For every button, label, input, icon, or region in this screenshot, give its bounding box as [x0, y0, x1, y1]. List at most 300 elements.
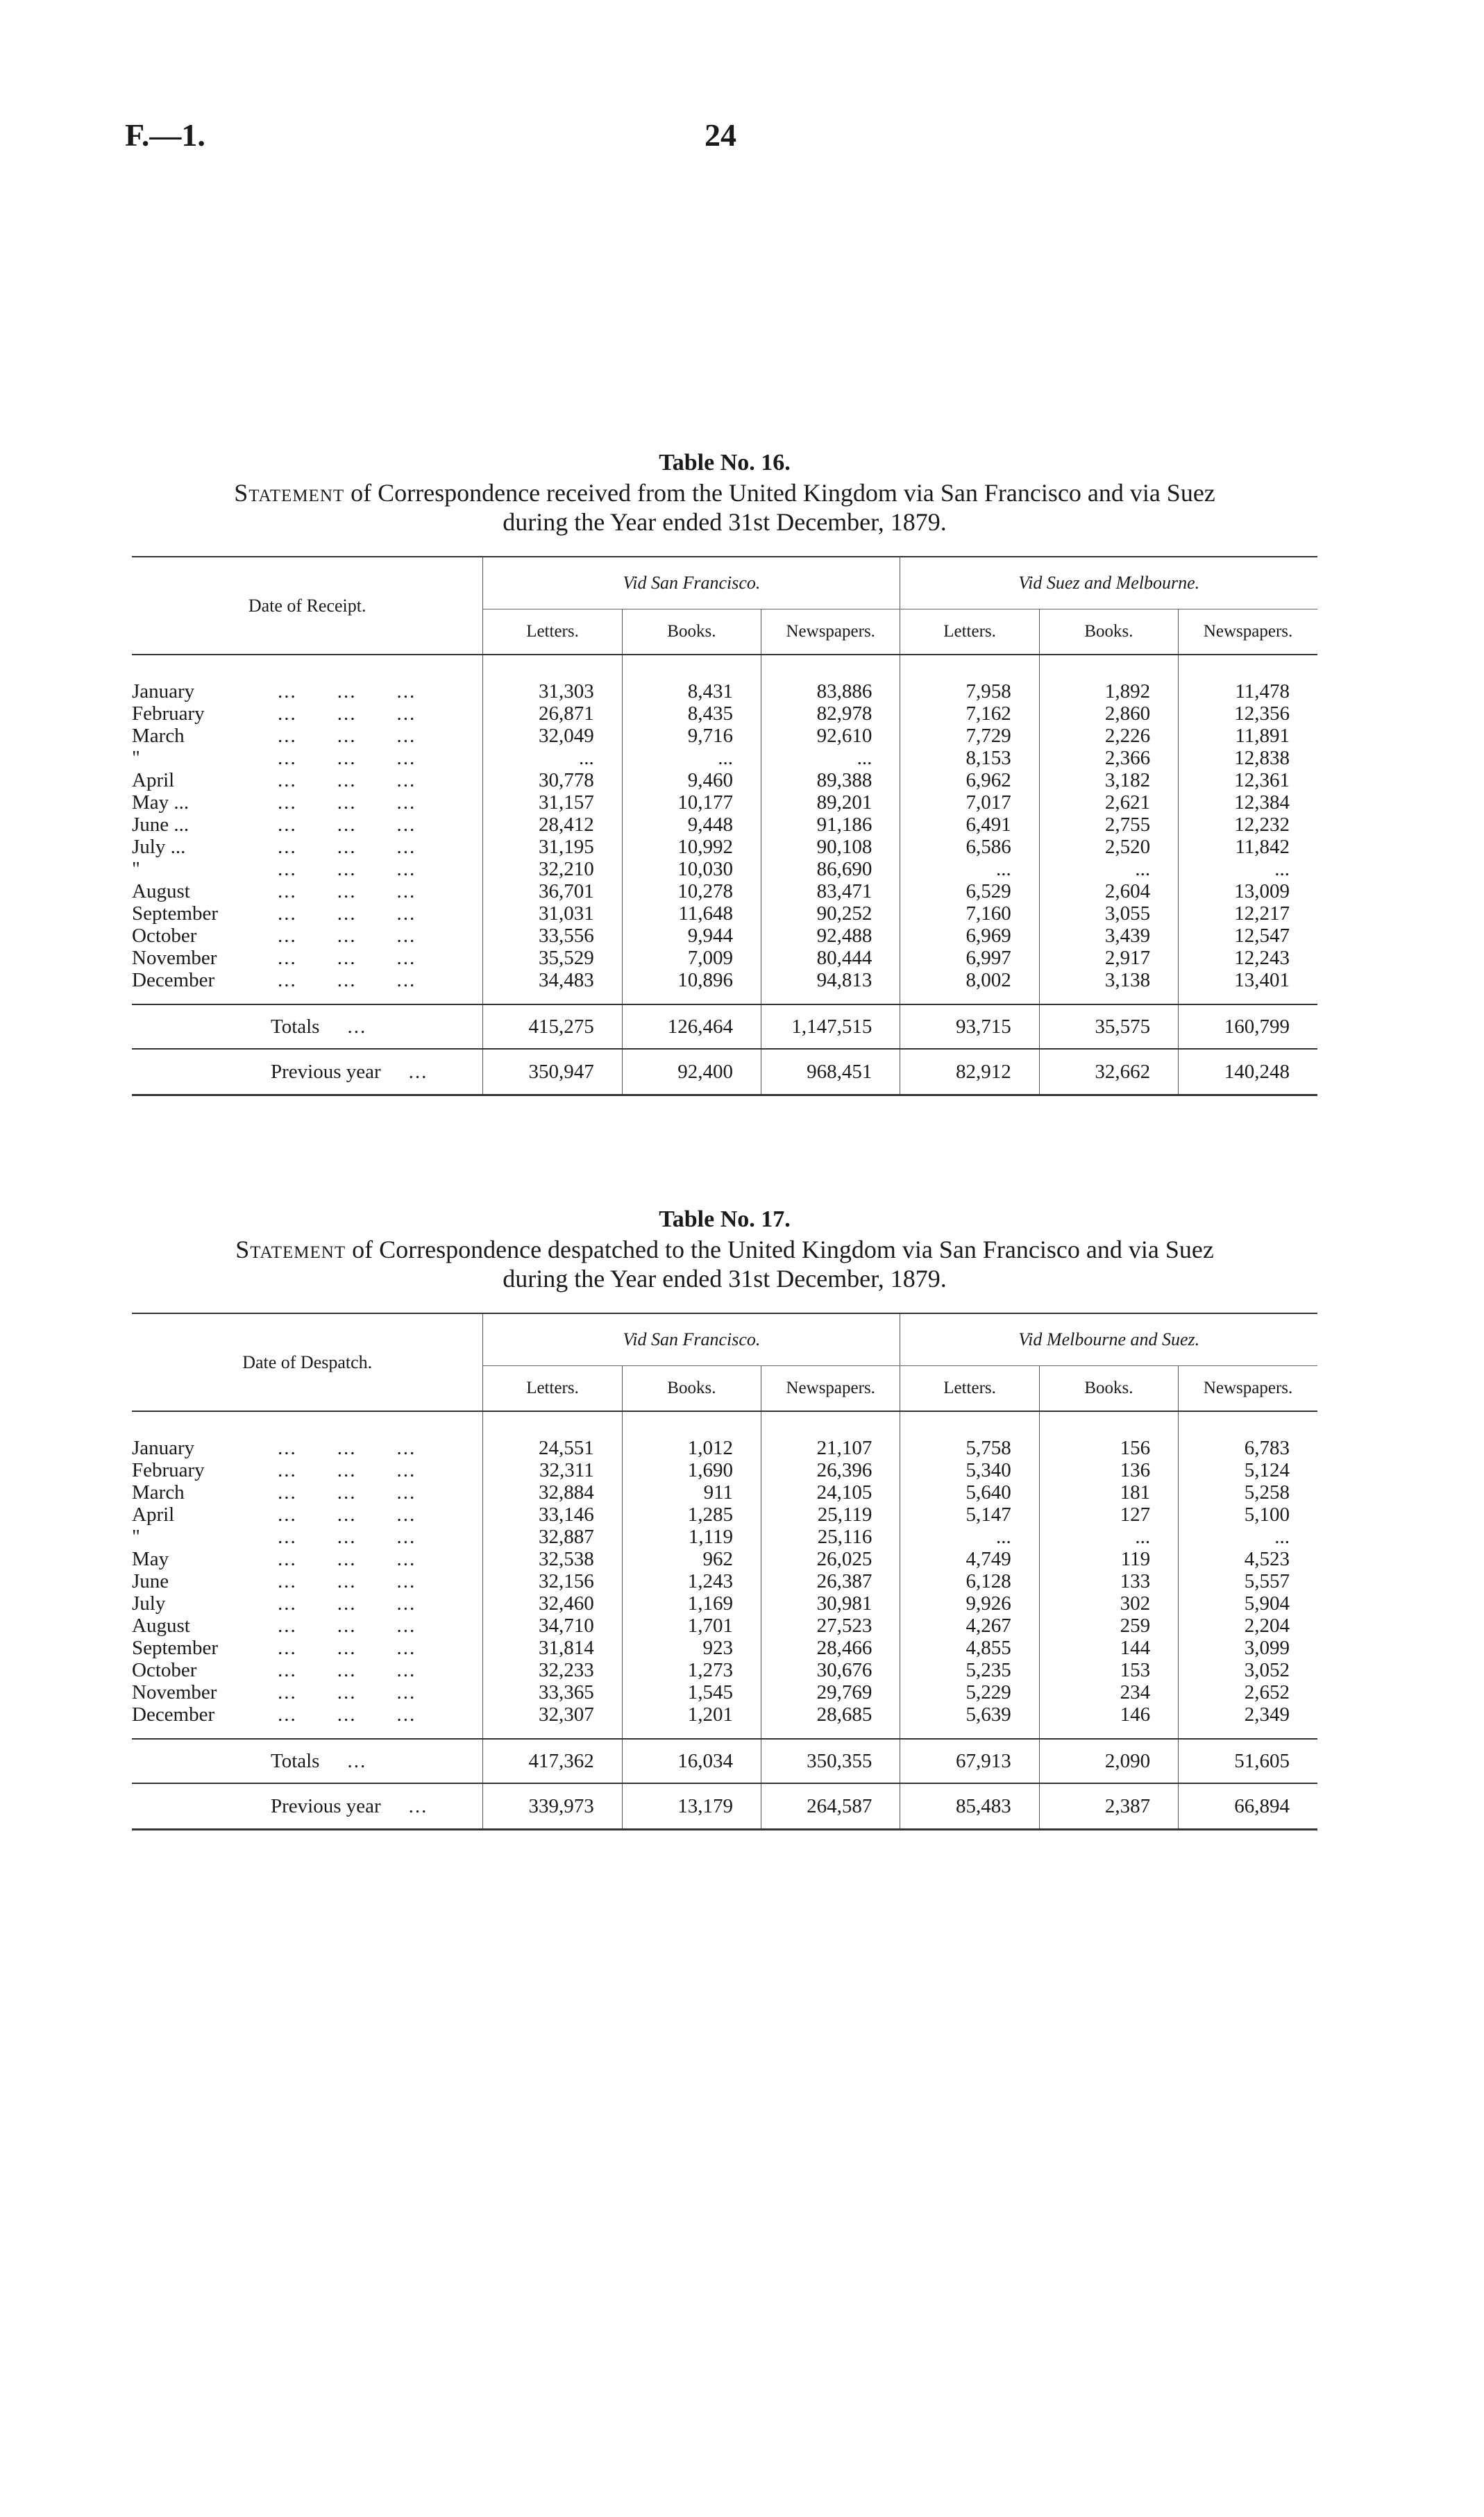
statistics-table: [132, 1313, 1317, 1830]
value-cell: 34,483: [483, 969, 622, 1004]
leader-dots: ...: [337, 1459, 357, 1481]
value-cell: 34,710: [483, 1615, 622, 1637]
leader-dots: ...: [278, 680, 297, 702]
row-label-cell: [132, 1592, 483, 1615]
table-statement: [132, 478, 1317, 537]
value-cell: 9,926: [900, 1592, 1039, 1615]
summary-value-cell: 92,400: [622, 1049, 761, 1095]
value-cell: 5,235: [900, 1659, 1039, 1681]
value-cell: 35,529: [483, 947, 622, 969]
value-cell: 90,252: [761, 902, 900, 925]
leader-dots: ...: [337, 814, 357, 836]
month-label: September: [132, 902, 219, 925]
value-cell: 32,311: [483, 1459, 622, 1481]
row-label-cell: [132, 880, 483, 902]
leader-dots: ...: [408, 1794, 428, 1817]
row-label-cell: [132, 1570, 483, 1592]
leader-dots: ...: [337, 680, 357, 702]
table-row: [132, 747, 1317, 769]
row-label-cell: [132, 747, 483, 769]
column-header: Letters.: [483, 1366, 622, 1412]
column-header: Books.: [622, 1366, 761, 1412]
row-label-cell: [132, 858, 483, 880]
value-cell: 82,978: [761, 702, 900, 725]
value-cell: 26,025: [761, 1548, 900, 1570]
leader-dots: ...: [337, 1615, 357, 1637]
month-label: September: [132, 1637, 219, 1659]
leader-dots: ...: [396, 880, 416, 902]
table-row: [132, 1459, 1317, 1481]
month-label: August: [132, 880, 190, 902]
previous-year-row: [132, 1783, 1317, 1830]
table-row: [132, 1570, 1317, 1592]
value-cell: 21,107: [761, 1411, 900, 1459]
summary-value-cell: 417,362: [483, 1739, 622, 1783]
value-cell: 7,162: [900, 702, 1039, 725]
leader-dots: ...: [396, 1570, 416, 1592]
value-cell: 3,182: [1039, 769, 1178, 791]
month-label: February: [132, 702, 205, 725]
row-label-cell: [132, 725, 483, 747]
value-cell: 5,904: [1179, 1592, 1317, 1615]
value-cell: 32,538: [483, 1548, 622, 1570]
value-cell: 1,690: [622, 1459, 761, 1481]
value-cell: 92,610: [761, 725, 900, 747]
value-cell: 6,529: [900, 880, 1039, 902]
value-cell: 26,396: [761, 1459, 900, 1481]
value-cell: 1,012: [622, 1411, 761, 1459]
leader-dots: ...: [278, 791, 297, 814]
row-label-cell: [132, 1504, 483, 1526]
summary-label-cell: [132, 1783, 483, 1830]
value-cell: 144: [1039, 1637, 1178, 1659]
leader-dots: ...: [337, 1437, 357, 1459]
summary-value-cell: 93,715: [900, 1004, 1039, 1049]
row-label-cell: [132, 1481, 483, 1504]
table-row: [132, 1659, 1317, 1681]
value-cell: 32,884: [483, 1481, 622, 1504]
row-label-cell: [132, 1615, 483, 1637]
statement-lead: Statement: [234, 479, 345, 507]
value-cell: 127: [1039, 1504, 1178, 1526]
value-cell: 9,448: [622, 814, 761, 836]
leader-dots: ...: [278, 769, 297, 791]
leader-dots: ...: [396, 1481, 416, 1504]
row-label-cell: [132, 1703, 483, 1739]
value-cell: 9,460: [622, 769, 761, 791]
value-cell: 32,210: [483, 858, 622, 880]
value-cell: 12,356: [1179, 702, 1317, 725]
row-label-cell: [132, 702, 483, 725]
leader-dots: ...: [278, 1481, 297, 1504]
value-cell: 12,243: [1179, 947, 1317, 969]
date-column-header: Date of Despatch.: [132, 1313, 483, 1411]
value-cell: 119: [1039, 1548, 1178, 1570]
summary-value-cell: 126,464: [622, 1004, 761, 1049]
table-statement: [132, 1235, 1317, 1293]
column-header: Letters.: [900, 1366, 1039, 1412]
value-cell: 31,814: [483, 1637, 622, 1659]
row-label-cell: [132, 814, 483, 836]
value-cell: 29,769: [761, 1681, 900, 1703]
row-label-cell: [132, 902, 483, 925]
leader-dots: ...: [278, 1504, 297, 1526]
month-label: December: [132, 1703, 215, 1726]
month-label: April: [132, 769, 175, 791]
leader-dots: ...: [278, 1570, 297, 1592]
leader-dots: ...: [278, 902, 297, 925]
value-cell: 32,049: [483, 725, 622, 747]
group-header-row: [132, 557, 1317, 609]
value-cell: ...: [900, 858, 1039, 880]
summary-value-cell: 339,973: [483, 1783, 622, 1830]
value-cell: 12,838: [1179, 747, 1317, 769]
value-cell: 11,478: [1179, 655, 1317, 702]
value-cell: 7,017: [900, 791, 1039, 814]
row-label-cell: [132, 1681, 483, 1703]
value-cell: 1,169: [622, 1592, 761, 1615]
month-label: June: [132, 1570, 169, 1592]
summary-value-cell: 2,387: [1039, 1783, 1178, 1830]
leader-dots: ...: [347, 1015, 367, 1038]
leader-dots: ...: [278, 814, 297, 836]
value-cell: 3,138: [1039, 969, 1178, 1004]
month-label: February: [132, 1459, 205, 1481]
summary-value-cell: 350,355: [761, 1739, 900, 1783]
value-cell: 5,147: [900, 1504, 1039, 1526]
leader-dots: ...: [337, 947, 357, 969]
value-cell: 2,860: [1039, 702, 1178, 725]
row-label-cell: [132, 947, 483, 969]
month-label: ": [132, 1526, 140, 1548]
leader-dots: ...: [337, 1592, 357, 1615]
column-header: Newspapers.: [1179, 609, 1317, 655]
table-row: [132, 969, 1317, 1004]
totals-row: [132, 1739, 1317, 1783]
month-label: May: [132, 1548, 169, 1570]
table-row: [132, 902, 1317, 925]
table-row: [132, 702, 1317, 725]
leader-dots: ...: [337, 1659, 357, 1681]
value-cell: 83,471: [761, 880, 900, 902]
value-cell: 2,621: [1039, 791, 1178, 814]
value-cell: 1,273: [622, 1659, 761, 1681]
table-row: [132, 1504, 1317, 1526]
value-cell: 234: [1039, 1681, 1178, 1703]
value-cell: 181: [1039, 1481, 1178, 1504]
value-cell: 7,160: [900, 902, 1039, 925]
value-cell: 26,871: [483, 702, 622, 725]
summary-value-cell: 140,248: [1179, 1049, 1317, 1095]
table-row: [132, 1481, 1317, 1504]
month-label: October: [132, 925, 197, 947]
leader-dots: ...: [408, 1060, 428, 1083]
value-cell: 31,303: [483, 655, 622, 702]
value-cell: 31,157: [483, 791, 622, 814]
table-title: Table No. 16.: [659, 450, 791, 475]
table-row: [132, 1681, 1317, 1703]
value-cell: 10,896: [622, 969, 761, 1004]
summary-value-cell: 66,894: [1179, 1783, 1317, 1830]
table-row: [132, 769, 1317, 791]
month-label: August: [132, 1615, 190, 1637]
value-cell: 5,340: [900, 1459, 1039, 1481]
table-row: [132, 1592, 1317, 1615]
value-cell: 1,201: [622, 1703, 761, 1739]
value-cell: 2,917: [1039, 947, 1178, 969]
value-cell: 12,217: [1179, 902, 1317, 925]
leader-dots: ...: [278, 925, 297, 947]
leader-dots: ...: [278, 702, 297, 725]
summary-value-cell: 35,575: [1039, 1004, 1178, 1049]
leader-dots: ...: [278, 969, 297, 991]
value-cell: 2,349: [1179, 1703, 1317, 1739]
value-cell: 4,855: [900, 1637, 1039, 1659]
leader-dots: ...: [396, 1681, 416, 1703]
value-cell: 4,523: [1179, 1548, 1317, 1570]
value-cell: 32,233: [483, 1659, 622, 1681]
row-label-cell: [132, 1459, 483, 1481]
value-cell: 1,119: [622, 1526, 761, 1548]
value-cell: 4,749: [900, 1548, 1039, 1570]
table-row: [132, 1615, 1317, 1637]
value-cell: 92,488: [761, 925, 900, 947]
leader-dots: ...: [278, 947, 297, 969]
leader-dots: ...: [337, 902, 357, 925]
leader-dots: ...: [278, 1548, 297, 1570]
summary-value-cell: 82,912: [900, 1049, 1039, 1095]
summary-value-cell: 13,179: [622, 1783, 761, 1830]
table-row: [132, 814, 1317, 836]
value-cell: 2,604: [1039, 880, 1178, 902]
leader-dots: ...: [396, 814, 416, 836]
value-cell: 8,002: [900, 969, 1039, 1004]
row-label-cell: [132, 1548, 483, 1570]
month-label: January: [132, 680, 195, 702]
leader-dots: ...: [278, 725, 297, 747]
value-cell: 156: [1039, 1411, 1178, 1459]
month-label: ": [132, 747, 140, 769]
leader-dots: ...: [396, 725, 416, 747]
statement-line-1: of Correspondence despatched to the United Kingdom via San Francisco and via Suez: [346, 1236, 1214, 1263]
value-cell: 133: [1039, 1570, 1178, 1592]
statement-line-2: during the Year ended 31st December, 1879.: [503, 508, 947, 536]
statement-line-2: during the Year ended 31st December, 1879.: [503, 1265, 947, 1293]
row-label-cell: [132, 769, 483, 791]
value-cell: 33,556: [483, 925, 622, 947]
leader-dots: ...: [396, 769, 416, 791]
summary-value-cell: 415,275: [483, 1004, 622, 1049]
leader-dots: ...: [278, 1592, 297, 1615]
value-cell: 6,783: [1179, 1411, 1317, 1459]
leader-dots: ...: [337, 1548, 357, 1570]
leader-dots: ...: [278, 747, 297, 769]
column-header: Books.: [1039, 609, 1178, 655]
previous-year-row: [132, 1049, 1317, 1095]
leader-dots: ...: [396, 925, 416, 947]
value-cell: 153: [1039, 1659, 1178, 1681]
value-cell: ...: [1179, 858, 1317, 880]
table-16-block: [132, 448, 1317, 1096]
value-cell: 2,520: [1039, 836, 1178, 858]
value-cell: 3,099: [1179, 1637, 1317, 1659]
value-cell: 8,435: [622, 702, 761, 725]
table-row: [132, 791, 1317, 814]
value-cell: 80,444: [761, 947, 900, 969]
table-row: [132, 836, 1317, 858]
leader-dots: ...: [396, 902, 416, 925]
value-cell: 27,523: [761, 1615, 900, 1637]
value-cell: 36,701: [483, 880, 622, 902]
column-header: Books.: [1039, 1366, 1178, 1412]
value-cell: 3,052: [1179, 1659, 1317, 1681]
value-cell: 1,701: [622, 1615, 761, 1637]
leader-dots: ...: [396, 680, 416, 702]
value-cell: ...: [483, 747, 622, 769]
value-cell: 26,387: [761, 1570, 900, 1592]
value-cell: 25,119: [761, 1504, 900, 1526]
value-cell: 146: [1039, 1703, 1178, 1739]
page-header: [0, 117, 1484, 158]
month-label: October: [132, 1659, 197, 1681]
leader-dots: ...: [278, 1526, 297, 1548]
column-header: Books.: [622, 609, 761, 655]
value-cell: 33,365: [483, 1681, 622, 1703]
month-label: November: [132, 1681, 217, 1703]
table-row: [132, 1526, 1317, 1548]
row-label-cell: [132, 925, 483, 947]
leader-dots: ...: [337, 1526, 357, 1548]
page-number: 24: [705, 117, 736, 153]
value-cell: 1,285: [622, 1504, 761, 1526]
column-header: Newspapers.: [1179, 1366, 1317, 1412]
value-cell: 28,685: [761, 1703, 900, 1739]
row-label-cell: [132, 1659, 483, 1681]
value-cell: 2,755: [1039, 814, 1178, 836]
leader-dots: ...: [278, 1681, 297, 1703]
value-cell: ...: [1179, 1526, 1317, 1548]
table-row: [132, 858, 1317, 880]
statement-line-1: of Correspondence received from the United Kingdom via San Francisco and via Suez: [344, 479, 1215, 507]
value-cell: 28,412: [483, 814, 622, 836]
group-header-suez-melbourne: Vid Melbourne and Suez.: [900, 1313, 1317, 1366]
leader-dots: ...: [337, 702, 357, 725]
leader-dots: ...: [396, 947, 416, 969]
leader-dots: ...: [396, 1459, 416, 1481]
leader-dots: ...: [337, 925, 357, 947]
row-label-cell: [132, 1411, 483, 1459]
value-cell: 32,460: [483, 1592, 622, 1615]
month-label: July: [132, 1592, 166, 1615]
value-cell: 12,384: [1179, 791, 1317, 814]
value-cell: 94,813: [761, 969, 900, 1004]
value-cell: 32,307: [483, 1703, 622, 1739]
document-reference: F.—1.: [125, 117, 205, 153]
month-label: December: [132, 969, 215, 991]
value-cell: 5,639: [900, 1703, 1039, 1739]
value-cell: 32,887: [483, 1526, 622, 1548]
value-cell: 89,388: [761, 769, 900, 791]
leader-dots: ...: [396, 1548, 416, 1570]
value-cell: ...: [1039, 858, 1178, 880]
leader-dots: ...: [337, 791, 357, 814]
value-cell: 5,640: [900, 1481, 1039, 1504]
group-header-suez-melbourne: Vid Suez and Melbourne.: [900, 557, 1317, 609]
summary-value-cell: 85,483: [900, 1783, 1039, 1830]
value-cell: 2,204: [1179, 1615, 1317, 1637]
value-cell: 6,962: [900, 769, 1039, 791]
value-cell: 6,997: [900, 947, 1039, 969]
leader-dots: ...: [396, 1703, 416, 1726]
value-cell: 923: [622, 1637, 761, 1659]
leader-dots: ...: [337, 747, 357, 769]
leader-dots: ...: [337, 1504, 357, 1526]
leader-dots: ...: [278, 858, 297, 880]
summary-value-cell: 264,587: [761, 1783, 900, 1830]
leader-dots: ...: [337, 1481, 357, 1504]
value-cell: 32,156: [483, 1570, 622, 1592]
leader-dots: ...: [337, 880, 357, 902]
leader-dots: ...: [396, 702, 416, 725]
summary-value-cell: 51,605: [1179, 1739, 1317, 1783]
summary-label: Previous year: [271, 1060, 381, 1083]
leader-dots: ...: [396, 1615, 416, 1637]
value-cell: 10,177: [622, 791, 761, 814]
summary-value-cell: 160,799: [1179, 1004, 1317, 1049]
value-cell: 3,439: [1039, 925, 1178, 947]
value-cell: 3,055: [1039, 902, 1178, 925]
row-label-cell: [132, 836, 483, 858]
table-17-block: [132, 1204, 1317, 1830]
value-cell: 12,232: [1179, 814, 1317, 836]
value-cell: 1,243: [622, 1570, 761, 1592]
value-cell: 5,124: [1179, 1459, 1317, 1481]
value-cell: 911: [622, 1481, 761, 1504]
leader-dots: ...: [337, 1637, 357, 1659]
value-cell: 1,545: [622, 1681, 761, 1703]
summary-value-cell: 32,662: [1039, 1049, 1178, 1095]
summary-label-cell: [132, 1004, 483, 1049]
summary-label: Previous year: [271, 1794, 381, 1817]
summary-label: Totals: [271, 1015, 320, 1038]
month-label: June ...: [132, 814, 189, 836]
value-cell: 89,201: [761, 791, 900, 814]
value-cell: 86,690: [761, 858, 900, 880]
value-cell: 7,729: [900, 725, 1039, 747]
leader-dots: ...: [347, 1749, 367, 1772]
table-title: Table No. 17.: [659, 1206, 791, 1232]
table-row: [132, 1703, 1317, 1739]
leader-dots: ...: [337, 1681, 357, 1703]
leader-dots: ...: [278, 1615, 297, 1637]
leader-dots: ...: [337, 969, 357, 991]
value-cell: 5,758: [900, 1411, 1039, 1459]
value-cell: 5,258: [1179, 1481, 1317, 1504]
leader-dots: ...: [337, 725, 357, 747]
value-cell: 1,892: [1039, 655, 1178, 702]
value-cell: 90,108: [761, 836, 900, 858]
value-cell: 24,105: [761, 1481, 900, 1504]
value-cell: 33,146: [483, 1504, 622, 1526]
leader-dots: ...: [396, 747, 416, 769]
row-label-cell: [132, 969, 483, 1004]
value-cell: 83,886: [761, 655, 900, 702]
value-cell: 11,891: [1179, 725, 1317, 747]
month-label: May ...: [132, 791, 189, 814]
leader-dots: ...: [396, 1659, 416, 1681]
table-row: [132, 725, 1317, 747]
leader-dots: ...: [396, 1592, 416, 1615]
